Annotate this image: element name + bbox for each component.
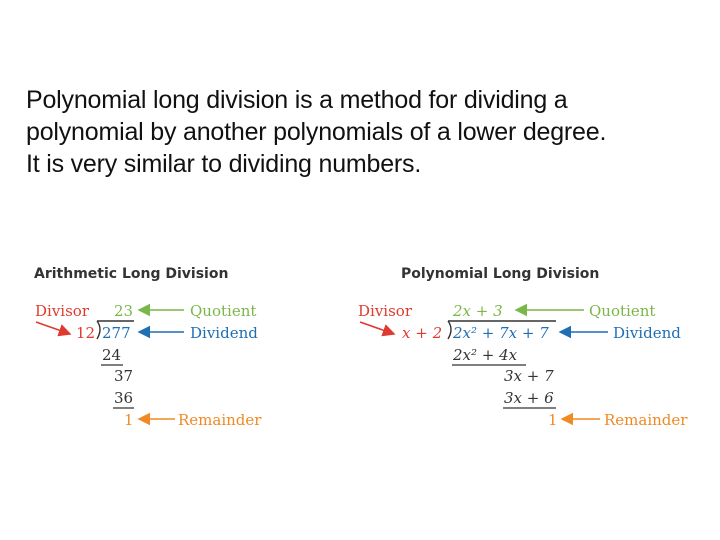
arithmetic-step-3: 36 [114,389,134,407]
arithmetic-title: Arithmetic Long Division [34,266,229,282]
arithmetic-quotient-label: Quotient [190,302,257,320]
intro-line-2: polynomial by another polynomials of a lower degree. [26,118,607,146]
long-division-figure [0,250,720,450]
polynomial-dividend-value: 2x² + 7x + 7 [453,324,549,342]
polynomial-title: Polynomial Long Division [401,266,600,282]
polynomial-division [358,266,688,429]
arithmetic-divisor-label: Divisor [35,302,89,320]
arithmetic-step-1: 24 [102,346,122,364]
arithmetic-remainder-label: Remainder [178,411,262,429]
arithmetic-dividend-label: Dividend [190,324,258,342]
polynomial-remainder-label: Remainder [604,411,688,429]
polynomial-dividend-label: Dividend [613,324,681,342]
intro-text [26,84,706,180]
intro-line-3: It is very similar to dividing numbers. [26,150,422,178]
polynomial-divisor-label: Divisor [358,302,412,320]
polynomial-divisor-arrow [360,322,394,334]
arithmetic-quotient-value: 23 [114,302,134,320]
arithmetic-division-bracket [97,321,100,339]
polynomial-step-1: 2x² + 4x [453,346,518,364]
arithmetic-remainder-value: 1 [124,411,134,429]
intro-line-1: Polynomial long division is a method for dividing a [26,86,568,114]
long-division-diagram [0,250,720,450]
polynomial-remainder-value: 1 [548,411,558,429]
polynomial-divisor-value: x + 2 [402,324,443,342]
polynomial-step-3: 3x + 6 [504,389,554,407]
arithmetic-divisor-value: 12 [76,324,96,342]
arithmetic-step-2: 37 [114,367,134,385]
polynomial-division-bracket [448,321,451,339]
arithmetic-divisor-arrow [36,322,70,334]
polynomial-quotient-value: 2x + 3 [453,302,503,320]
arithmetic-dividend-value: 277 [102,324,131,342]
arithmetic-division [34,266,262,429]
polynomial-step-2: 3x + 7 [504,367,554,385]
polynomial-quotient-label: Quotient [589,302,656,320]
